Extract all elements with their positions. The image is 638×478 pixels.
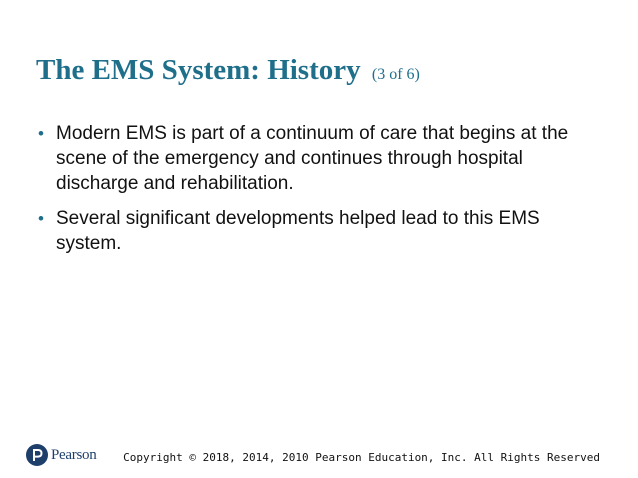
copyright-notice: Copyright © 2018, 2014, 2010 Pearson Education, Inc. All Rights Reserved — [123, 451, 600, 464]
logo-text: Pearson — [51, 446, 97, 463]
bullet-marker: • — [38, 209, 44, 228]
bullet-text: Several significant developments helped lead to this EMS system. — [56, 208, 540, 254]
bullet-item — [38, 121, 610, 196]
bullet-list — [38, 121, 610, 266]
bullet-marker: • — [38, 124, 44, 143]
bullet-text: Modern EMS is part of a continuum of care that begins at the scene of the emergency and continues through hospital discharge and rehabilitation. — [56, 123, 569, 194]
slide-title-text: The EMS System: History — [36, 54, 361, 86]
slide-footer — [0, 442, 638, 472]
bullet-item — [38, 206, 610, 256]
slide-title — [36, 50, 420, 95]
page-counter: (3 of 6) — [371, 66, 420, 83]
pearson-logo-icon — [26, 444, 48, 466]
pearson-logo — [26, 444, 96, 466]
